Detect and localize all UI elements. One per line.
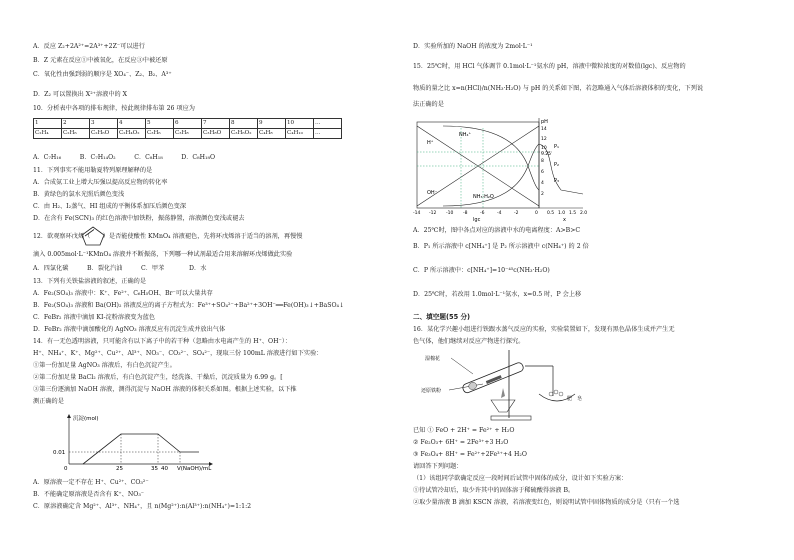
q10-options: A．C₇H₁₆ B．C₇H₁₄O₂ C．C₈H₁₈ D．C₈H₁₈O: [33, 154, 216, 161]
graph1-xtick: 40: [161, 466, 168, 472]
table-cell: 6: [174, 119, 202, 129]
q10-table: [33, 118, 342, 139]
graph2-ytick: 14: [541, 127, 547, 132]
graph2-ytick: 4: [541, 181, 544, 186]
right-column: [413, 0, 783, 560]
graph2-ytick: 10: [541, 146, 547, 151]
graph1-ylabel: 沉淀(mol): [73, 416, 99, 422]
graph2-xtick: 2.0: [580, 211, 588, 216]
q14-option-b: B．不能确定原溶液是否含有 K⁺、NO₃⁻: [33, 491, 145, 498]
graph2-ytick: 2: [541, 192, 544, 197]
graph2-label: P₂: [554, 162, 560, 168]
q10-stem: 10．分析表中各项的排布规律，按此规律排布第 26 项应为: [33, 105, 195, 112]
table-cell: C₃H₈: [174, 129, 202, 139]
table-cell: C₃H₈O: [202, 129, 230, 139]
table-cell: 3: [90, 119, 118, 129]
graph2-xtick: 1.0: [558, 211, 566, 216]
q11-stem: 11．下列事实不能用勒夏特列原理解释的是: [33, 167, 153, 174]
known-3: ③ Fe₃O₄+ 8H⁺ = Fe²⁺+2Fe³⁺+4 H₂O: [413, 451, 527, 458]
table-cell: C₃H₆O₂: [230, 129, 258, 139]
table-cell: …: [314, 119, 342, 129]
graph2-xtick: -8: [463, 211, 468, 216]
graph2-xtick: -2: [514, 211, 519, 216]
table-cell: 9: [258, 119, 286, 129]
q14-exp-1: ①第一份加足量 AgNO₃ 溶液后，有白色沉淀产生。: [33, 362, 176, 369]
graph2-label: NH₃·H₂O: [473, 194, 494, 200]
q14-option-d: D．实验所加的 NaOH 的浓度为 2mol·L⁻¹: [413, 43, 533, 50]
table-cell: C₂H₆: [62, 129, 90, 139]
q13-option-a: A．Fe₂(SO₄)₃ 溶液中：K⁺、Fe²⁺、C₆H₅OH、Br⁻可以大量共存: [33, 290, 213, 297]
q15-stem: 15．25℃时，用 HCl 气体调节 0.1mol·L⁻¹氨水的 pH，溶液中微粒浓度的对数值(lgc)、反应物的: [413, 63, 686, 70]
table-cell: 2: [62, 119, 90, 129]
known-1: 已知 ① FeO + 2H⁺ = Fe²⁺ + H₂O: [413, 427, 515, 434]
q15-stem-3: 法正确的是: [413, 101, 444, 108]
q9-option-d: D．Z₂ 可以置换出 X²⁺溶液中的 X: [33, 91, 128, 98]
graph2-xtick: -4: [497, 211, 502, 216]
table-cell: 5: [146, 119, 174, 129]
q12-stem: 12．欲观察环戊烯（ ）是否能使酸性 KMnO₄ 溶液褪色，先将环戊烯溶于适当的溶剂，再慢慢: [33, 233, 303, 240]
graph1-xtick: 35: [151, 466, 158, 472]
graph1-origin: 0: [64, 466, 68, 472]
q14-option-a: A．原溶液一定不存在 H⁺、Cu²⁺、CO₃²⁻: [33, 479, 149, 486]
q9-option-a: A．反应 Z₂+2A²⁺=2A³⁺+2Z⁻可以进行: [33, 43, 145, 50]
q12-stem-2: 滴入 0.005mol·L⁻¹KMnO₄ 溶液并不断振荡，下列哪一种试剂最适合用来溶解环戊烯做此实验: [33, 251, 293, 258]
graph2-label: P₁: [554, 144, 560, 150]
graph2-label: P₃: [554, 178, 560, 184]
iron-powder-label: 还原铁粉: [421, 388, 442, 394]
graph2-xtick: 1.5: [569, 211, 577, 216]
q15-option-d: D．25℃时，若改用 1.0mol·L⁻¹氨水，x=0.5 时，P 会上移: [413, 291, 582, 298]
graph2-ytick: 9.25: [541, 152, 552, 157]
graph2-xtick: -12: [429, 211, 437, 216]
graph2-xtick: -10: [446, 211, 454, 216]
known-2: ② Fe₂O₃+ 6H⁺ = 2Fe³⁺+3 H₂O: [413, 439, 509, 446]
graph2-xtick: 0: [535, 211, 538, 216]
section-heading: 二、填空题(55 分): [413, 313, 471, 321]
table-cell: C₄H₈: [258, 129, 286, 139]
graph2-ylabel: pH: [541, 119, 548, 125]
q14-exp-3b: 测正确的是: [33, 398, 64, 405]
q11-option-a: A．合成氨工业上增大压强以提高反应物的转化率: [33, 179, 168, 186]
q13-stem: 13．下列有关铁盐溶液的叙述，正确的是: [33, 278, 147, 285]
graph2-label: OH⁻: [427, 190, 438, 196]
graph2-xlabel2: x: [563, 217, 566, 222]
table-cell: 4: [118, 119, 146, 129]
table-cell: 7: [202, 119, 230, 129]
graph2-xtick: 0.5: [547, 211, 555, 216]
graph2-xtick: -6: [480, 211, 485, 216]
graph2-label: H⁺: [427, 140, 434, 146]
graph2-ytick: 12: [541, 137, 547, 142]
q10-table-row: [34, 119, 342, 129]
q14-stem: 14．有一无色透明溶液，只可能含有以下离子中的若干种（忽略由水电离产生的 H⁺、OH⁻）：: [33, 338, 292, 345]
q11-option-c: C．由 H₂、I₂蒸气、HI 组成的平衡体系加压后颜色变深: [33, 203, 187, 210]
table-cell: 10: [286, 119, 314, 129]
prompt: 请回答下列问题：: [413, 463, 463, 470]
ph-lgc-graph: [413, 114, 593, 222]
left-column: [33, 0, 405, 560]
graph2-xtick: -14: [413, 211, 421, 216]
cyclopentene-structure: [80, 226, 106, 246]
table-cell: C₄H₁₀: [286, 129, 314, 139]
table-cell: C₃H₆: [146, 129, 174, 139]
q14-exp-2: ②第二份加足量 BaCl₂ 溶液后，有白色沉淀产生，经洗涤、干燥后，沉淀质量为 6.99 g。[: [33, 374, 283, 381]
q15-option-b: B．P₁ 所示溶液中 c[NH₄⁺] 是 P₂ 所示溶液中 c(NH₄⁺) 的 2 倍: [413, 243, 589, 250]
table-cell: C₂H₆O: [90, 129, 118, 139]
table-cell: C₂H₄O₂: [118, 129, 146, 139]
table-cell: …: [314, 129, 342, 139]
precipitate-graph: [51, 412, 221, 474]
q16-step2: ②取少量溶液 B 滴加 KSCN 溶液，若溶液变红色，则说明试管中固体物质的成分是（只有一个选: [413, 499, 680, 506]
q15-option-c: C．P 所示溶液中：c[NH₄⁺]=10⁻⁴⁵c(NH₃·H₂O): [413, 267, 550, 274]
q10-table-row: [34, 129, 342, 139]
graph1-xtick: 25: [116, 466, 123, 472]
q12-options: A．四氯化碳 B．裂化汽油 C．甲苯 D．水: [33, 265, 207, 272]
graph2-ytick: 8: [541, 159, 544, 164]
graph1-xlabel: V(NaOH)/mL: [177, 466, 212, 472]
graph2-xlabel: lgc: [473, 217, 481, 222]
q13-option-b: B．Fe₂(SO₄)₃ 溶液和 Ba(OH)₂ 溶液反应的离子方程式为：Fe³⁺+SO₄²⁻+Ba²⁺+3OH⁻══Fe(OH)₃↓+BaSO₄↓: [33, 302, 345, 309]
graph1-ytick: 0.01: [53, 450, 66, 456]
table-cell: 8: [230, 119, 258, 129]
q16-stem: 16．某化学兴趣小组进行铁跟水蒸气反应的实验，实验装置如下，发现有黑色晶体生成并产生无: [413, 326, 675, 333]
q16-stem-2: 色气体，他们继续对反应产物进行探究。: [413, 338, 525, 345]
q11-option-b: B．黄绿色的氯水光照后颜色变浅: [33, 191, 125, 198]
graph2-ytick: 6: [541, 170, 544, 175]
table-cell: C₂H₄: [34, 129, 62, 139]
soap-label: 肥 皂: [567, 396, 583, 402]
graph2-label: NH₄⁺: [459, 132, 472, 138]
table-cell: 1: [34, 119, 62, 129]
q9-option-c: C．氧化性由强到弱的顺序是 XO₄⁻、Z₂、B₂、A³⁺: [33, 71, 172, 78]
q16-part1: （1）该组同学欲确定反应一段时间后试管中固体的成分，设计如下实验方案：: [413, 475, 628, 482]
q11-option-d: D．在含有 Fe(SCN)₃ 的红色溶液中加铁粉，振荡静置，溶液颜色变浅或褪去: [33, 215, 245, 222]
q13-option-d: D．FeBr₂ 溶液中滴加酸化的 AgNO₃ 溶液反应有沉淀生成并放出气体: [33, 326, 226, 333]
q9-option-b: B．Z 元素在反应①中被氧化，在反应③中被还原: [33, 57, 168, 64]
q13-option-c: C．FeBr₂ 溶液中滴加 KI-淀粉溶液变为蓝色: [33, 314, 156, 321]
q14-exp-3: ③第三份逐滴加 NaOH 溶液，测得沉淀与 NaOH 溶液的体积关系如图。根据上述实验，以下推: [33, 386, 297, 393]
q15-option-a: A．25℃时，图中各点对应的溶液中水的电离程度：A>B>C: [413, 227, 581, 234]
apparatus-diagram: [421, 348, 591, 422]
q14-stem-2: H⁺、NH₄⁺、K⁺、Mg²⁺、Cu²⁺、Al³⁺、NO₃⁻、CO₃²⁻、SO₄²⁻，现取三份 100mL 溶液进行如下实验：: [33, 350, 323, 357]
wet-cotton-label: 湿棉花: [425, 356, 441, 362]
q15-stem-2: 物质的量之比 x=n(HCl)/n(NH₃·H₂O) 与 pH 的关系如下图，若忽略通入气体后溶液体积的变化，下列说: [413, 85, 704, 92]
q16-step1: ①待试管冷却后，取少许其中的固体溶于稀硫酸得溶液 B。: [413, 487, 575, 494]
q14-option-c: C．原溶液确定含 Mg²⁺、Al³⁺、NH₄⁺，且 n(Mg²⁺):n(Al³⁺):n(NH₄⁺)=1:1:2: [33, 503, 252, 510]
